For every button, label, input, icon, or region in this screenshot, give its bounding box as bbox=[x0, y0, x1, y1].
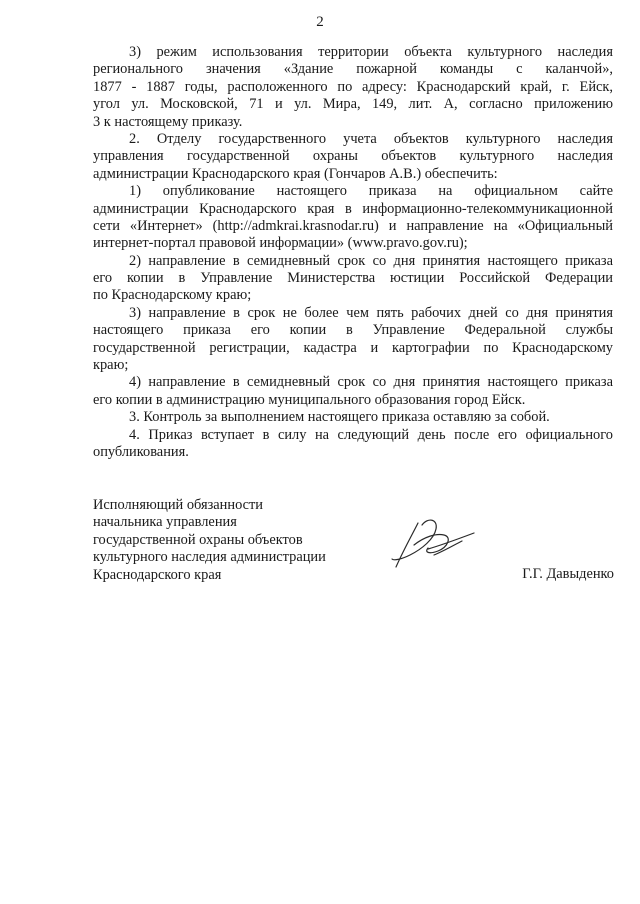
paragraph-subpoint-3 bbox=[93, 305, 613, 375]
paragraph-subpoint-1 bbox=[93, 183, 613, 253]
paragraph-line: интернет-портал правовой информации» (www.pravo.gov.ru); bbox=[93, 235, 468, 252]
paragraph-line: его копии в администрацию муниципального образования город Ейск. bbox=[93, 391, 526, 408]
signatory-position-line: Исполняющий обязанности bbox=[93, 497, 264, 513]
paragraph-line: краю; bbox=[93, 357, 129, 374]
signatory-position-line: культурного наследия администрации bbox=[93, 549, 326, 566]
document-body bbox=[93, 44, 613, 461]
signatory-position-line: Краснодарского края bbox=[93, 566, 222, 583]
signatory-name: Г.Г. Давыденко bbox=[522, 566, 614, 582]
paragraph-line: администрации Краснодарского края (Гончаров А.В.) обеспечить: bbox=[93, 165, 498, 182]
signatory-position-line: начальника управления bbox=[93, 514, 237, 531]
paragraph-line: управления государственной охраны объектов культурного наследия bbox=[93, 148, 613, 165]
paragraph-line: 3) направление в срок не более чем пять рабочих дней со дня принятия bbox=[129, 304, 613, 321]
paragraph-line: по Краснодарскому краю; bbox=[93, 287, 252, 304]
paragraph-point-2 bbox=[93, 131, 613, 183]
handwritten-signature bbox=[388, 515, 478, 575]
paragraph-line: государственной регистрации, кадастра и картографии по Краснодарскому bbox=[93, 339, 613, 356]
paragraph-line: 3 к настоящему приказу. bbox=[93, 113, 243, 130]
paragraph-line: угол ул. Московской, 71 и ул. Мира, 149, лит. А, согласно приложению bbox=[93, 96, 613, 113]
paragraph-line: 4) направление в семидневный срок со дня принятия настоящего приказа bbox=[129, 374, 613, 391]
paragraph-point-3 bbox=[93, 409, 613, 426]
paragraph-line: регионального значения «Здание пожарной команды с каланчой», bbox=[93, 61, 613, 78]
paragraph-subpoint-2 bbox=[93, 253, 613, 305]
paragraph-line: 1) опубликование настоящего приказа на официальном сайте bbox=[129, 183, 613, 200]
paragraph-line: опубликования. bbox=[93, 443, 189, 460]
paragraph-line: 4. Приказ вступает в силу на следующий день после его официального bbox=[129, 426, 613, 443]
page-number: 2 bbox=[316, 14, 324, 30]
paragraph-subpoint-4 bbox=[93, 374, 613, 409]
paragraph-line: 1877 - 1887 годы, расположенного по адресу: Краснодарский край, г. Ейск, bbox=[93, 78, 613, 95]
paragraph-line: сети «Интернет» (http://admkrai.krasnodar.ru) и направление на «Официальный bbox=[93, 217, 613, 234]
paragraph-line: настоящего приказа его копии в Управление Федеральной службы bbox=[93, 322, 613, 339]
paragraph-regime-item-3 bbox=[93, 44, 613, 131]
paragraph-line: 2. Отделу государственного учета объектов культурного наследия bbox=[129, 130, 613, 147]
paragraph-line: 3. Контроль за выполнением настоящего приказа оставляю за собой. bbox=[129, 409, 550, 426]
paragraph-line: его копии в Управление Министерства юстиции Российской Федерации bbox=[93, 270, 613, 287]
paragraph-line: администрации Краснодарского края в информационно-телекоммуникационной bbox=[93, 200, 613, 217]
signatory-position bbox=[93, 497, 326, 584]
paragraph-line: 3) режим использования территории объекта культурного наследия bbox=[129, 44, 613, 60]
paragraph-line: 2) направление в семидневный срок со дня принятия настоящего приказа bbox=[129, 252, 613, 269]
paragraph-point-4 bbox=[93, 427, 613, 462]
signatory-position-line: государственной охраны объектов bbox=[93, 531, 303, 548]
